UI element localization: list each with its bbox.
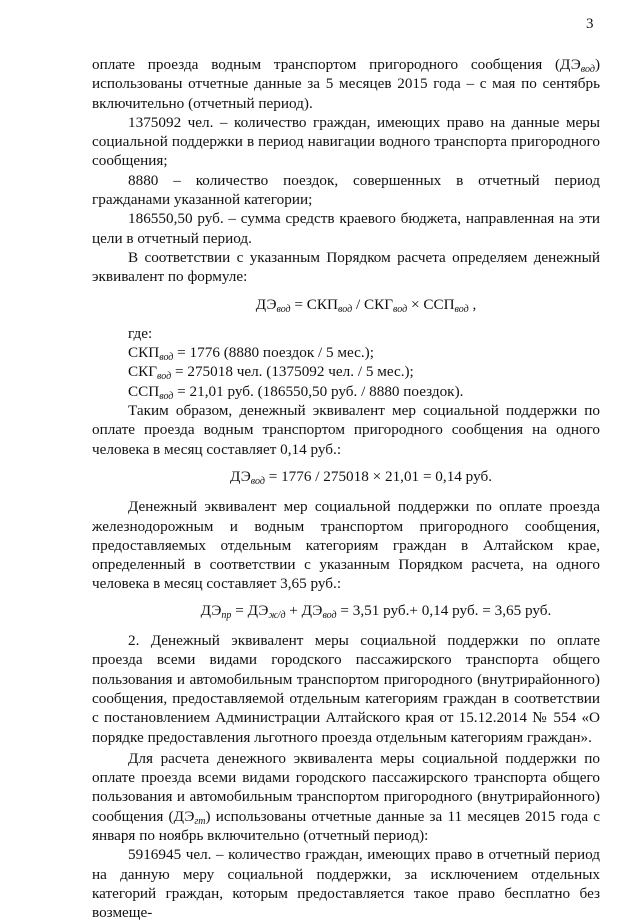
formula-water-result: $ДЭ_{вод} = 1776 / 275018 \times 21,01 = 0,14$ руб.: [230, 467, 492, 487]
document-body: [92, 55, 600, 922]
formula-suburban-total: $ДЭ_{пр} = ДЭ_{ж/д} + ДЭ_{вод} = 3,51$ руб.+ 0,14 руб. = 3,65 руб.: [200, 601, 552, 621]
formula-water-equivalent: $ДЭ_{вод} = СКП_{вод} / СКГ_{вод} \times ССП_{вод}$ ,: [255, 295, 477, 315]
paragraph-10: 5916945 чел. – количество граждан, имеющих право в отчетный период на данную меру социальной поддержки, за исключением отдельных категорий граждан, которым предоставляется такое право бесплатно без возмеще-: [92, 846, 600, 922]
paragraph-5: В соответствии с указанным Порядком расчета определяем денежный эквивалент по формуле:: [92, 248, 600, 286]
paragraph-2: 1375092 чел. – количество граждан, имеющих право на данные меры социальной поддержки в период навигации водного транспорта пригородного сообщения;: [92, 113, 600, 170]
paragraph-8: 2. Денежный эквивалент меры социальной поддержки по оплате проезда всеми видами городского пассажирского транспорта общего пользования и автомобильным транспортом пригородного (внутрирайонного) сообщения, предоставляемой отдельным категориям граждан в соответствии с постановлением Администрации Алтайского края от 15.12.2014 № 554 «О порядке предоставления льготного проезда отдельным категориям граждан».: [92, 632, 600, 746]
definition-skp: $СКП_{вод} = 1776$ (8880 поездок / 5 мес.);: [128, 344, 374, 364]
definition-ssp: $ССП_{вод} = 21,01$ руб. (186550,50 руб. / 8880 поездок).: [128, 382, 464, 402]
paragraph-7: Денежный эквивалент мер социальной поддержки по оплате проезда железнодорожным и водным транспортом пригородного сообщения, предоставляемых отдельным категориям граждан в Алтайском крае, определенный в соответствии с указанным Порядком расчета, на одного человека в месяц составляет 3,65 руб.:: [92, 498, 600, 593]
where-label: где:: [128, 324, 153, 342]
definition-skg: $СКГ_{вод} = 275018$ чел. (1375092 чел. / 5 мес.);: [128, 363, 414, 383]
paragraph-1: оплате проезда водным транспортом пригородного сообщения $(ДЭ_{вод})$ использованы отчетные данные за 5 месяцев 2015 года – с мая по сентябрь включительно (отчетный период).: [92, 56, 600, 112]
paragraph-6: Таким образом, денежный эквивалент мер социальной поддержки по оплате проезда водным транспортом пригородного сообщения на одного человека в месяц составляет 0,14 руб.:: [92, 402, 600, 458]
paragraph-3: 8880 – количество поездок, совершенных в отчетный период гражданами указанной категории;: [92, 171, 600, 209]
paragraph-4: 186550,50 руб. – сумма средств краевого бюджета, направленная на эти цели в отчетный период.: [92, 210, 600, 247]
page-number: 3: [586, 16, 594, 32]
paragraph-9: Для расчета денежного эквивалента меры социальной поддержки по оплате проезда всеми видами городского пассажирского транспорта общего пользования и автомобильным транспортом пригородного (внутрирайонного) сообщения $(ДЭ_{гт})$ использованы отчетные данные за 11 месяцев 2015 года с января по ноябрь включительно (отчетный период):: [92, 749, 600, 844]
